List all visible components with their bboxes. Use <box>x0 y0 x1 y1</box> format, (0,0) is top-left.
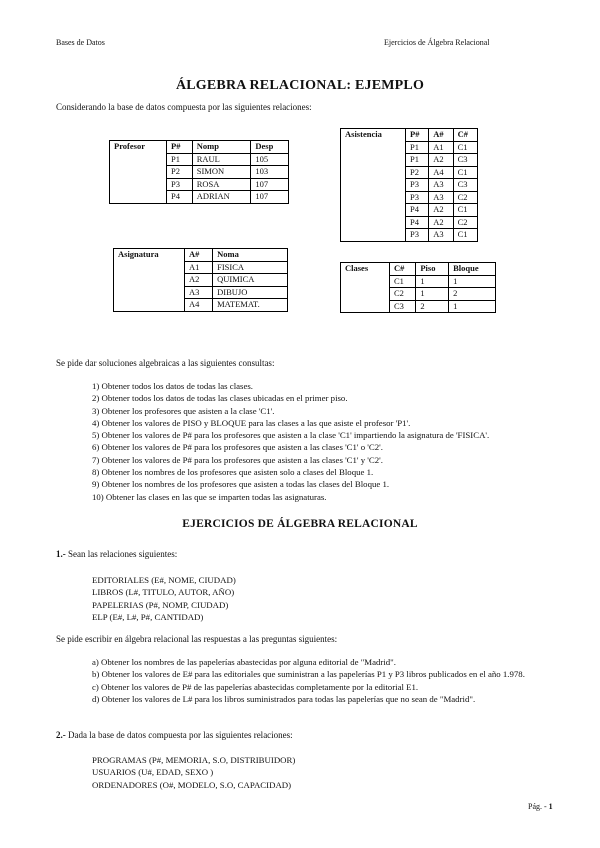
table-clases-name: Clases <box>341 263 390 313</box>
cell: C3 <box>453 179 477 192</box>
list-item: 8) Obtener los nombres de los profesores que asisten solo a clases del Bloque 1. <box>92 467 374 478</box>
col-header: Desp <box>251 141 289 154</box>
list-item: 6) Obtener los valores de P# para los profesores que asisten a las clases 'C1' o 'C2'. <box>92 442 383 453</box>
table-profesor <box>109 140 289 204</box>
exercise-1-intro <box>56 548 177 560</box>
list-item: 7) Obtener los valores de P# para los profesores que asisten a las clases 'C1' y 'C2'. <box>92 454 383 465</box>
exercise-2-relations <box>92 754 295 791</box>
cell: A4 <box>429 166 453 179</box>
col-header: Nomp <box>192 141 251 154</box>
cell: A1 <box>185 261 213 274</box>
cell: A2 <box>429 216 453 229</box>
question-item: d) Obtener los valores de L# para los libros suministrados para todas las papelerías que no sean de "Madrid". <box>92 693 476 704</box>
relation-item: EDITORIALES (E#, NOME, CIUDAD) <box>92 575 236 585</box>
cell: C1 <box>453 204 477 217</box>
exercise-2-number: 2.- <box>56 730 66 740</box>
cell: P3 <box>406 179 429 192</box>
question-item: a) Obtener los nombres de las papelerías abastecidas por alguna editorial de "Madrid". <box>92 657 396 667</box>
cell: A4 <box>185 299 213 312</box>
cell: QUIMICA <box>213 274 288 287</box>
table-asistencia-name: Asistencia <box>341 129 406 242</box>
list-item: 3) Obtener los profesores que asisten a la clase 'C1'. <box>92 405 275 416</box>
exercise-2-intro <box>56 729 293 741</box>
col-header: A# <box>185 249 213 262</box>
cell: P3 <box>406 229 429 242</box>
cell: C2 <box>390 288 416 301</box>
col-header: C# <box>390 263 416 276</box>
cell: P3 <box>406 191 429 204</box>
cell: A1 <box>429 141 453 154</box>
cell: A2 <box>429 154 453 167</box>
table-asistencia <box>340 128 478 242</box>
cell: P2 <box>406 166 429 179</box>
cell: 2 <box>449 288 496 301</box>
intro-text: Considerando la base de datos compuesta por las siguientes relaciones: <box>56 102 312 112</box>
exercise-1-relations <box>92 574 236 623</box>
cell: 1 <box>449 300 496 313</box>
list-item: 4) Obtener los valores de PISO y BLOQUE para las clases a las que asiste el profesor 'P1'. <box>92 417 411 428</box>
cell: A3 <box>185 286 213 299</box>
list-item: 5) Obtener los valores de P# para los profesores que asisten a la clase 'C1' impartiendo la asignatura de 'FISICA'. <box>92 430 490 441</box>
col-header: Piso <box>416 263 449 276</box>
relation-item: USUARIOS (U#, EDAD, SEXO ) <box>92 767 214 778</box>
cell: A2 <box>429 204 453 217</box>
exercise-1-intro-text: Sean las relaciones siguientes: <box>65 549 178 559</box>
relation-item: PAPELERIAS (P#, NOMP, CIUDAD) <box>92 599 229 610</box>
table-asignatura-name: Asignatura <box>114 249 185 312</box>
col-header: Noma <box>213 249 288 262</box>
queries-list <box>92 380 489 503</box>
cell: A3 <box>429 179 453 192</box>
cell: C1 <box>453 229 477 242</box>
cell: 105 <box>251 153 289 166</box>
list-item: 9) Obtener los nombres de los profesores que asisten a todas las clases del Bloque 1. <box>92 479 390 490</box>
exercise-1-number: 1.- <box>56 549 66 559</box>
cell: C2 <box>453 216 477 229</box>
section-title: EJERCICIOS DE ÁLGEBRA RELACIONAL <box>182 518 418 530</box>
cell: P4 <box>167 191 193 204</box>
cell: 107 <box>251 191 289 204</box>
cell: P4 <box>406 216 429 229</box>
page-title: ÁLGEBRA RELACIONAL: EJEMPLO <box>175 78 425 93</box>
list-item: 1) Obtener todos los datos de todas las clases. <box>92 381 253 391</box>
cell: 107 <box>251 178 289 191</box>
relation-item: ORDENADORES (O#, MODELO, S.O, CAPACIDAD) <box>92 779 292 790</box>
cell: 1 <box>416 275 449 288</box>
queries-intro: Se pide dar soluciones algebraicas a las siguientes consultas: <box>56 358 275 368</box>
cell: A3 <box>429 191 453 204</box>
cell: FISICA <box>213 261 288 274</box>
cell: C1 <box>453 141 477 154</box>
exercise-2-intro-text: Dada la base de datos compuesta por las siguientes relaciones: <box>65 730 293 740</box>
exercise-1-questions <box>92 656 544 705</box>
col-header: A# <box>429 129 453 142</box>
cell: P2 <box>167 166 193 179</box>
cell: 1 <box>416 288 449 301</box>
cell: C3 <box>390 300 416 313</box>
page-number: 1 <box>548 802 553 811</box>
exercise-1-ask: Se pide escribir en álgebra relacional las respuestas a las preguntas siguientes: <box>56 634 338 644</box>
relation-item: LIBROS (L#, TITULO, AUTOR, AÑO) <box>92 587 235 598</box>
cell: RAUL <box>192 153 251 166</box>
question-item: c) Obtener los valores de P# de las papelerías abastecidas completamente por la editorial E1. <box>92 681 419 692</box>
list-item: 2) Obtener todos los datos de todas las clases ubicadas en el primer piso. <box>92 393 348 404</box>
cell: 1 <box>449 275 496 288</box>
table-profesor-name: Profesor <box>110 141 167 204</box>
col-header: Bloque <box>449 263 496 276</box>
list-item: 10) Obtener las clases en las que se imparten todas las asignaturas. <box>92 491 327 502</box>
relation-item: ELP (E#, L#, P#, CANTIDAD) <box>92 611 204 622</box>
cell: A2 <box>185 274 213 287</box>
header-left: Bases de Datos <box>56 38 105 47</box>
cell: P1 <box>167 153 193 166</box>
cell: 2 <box>416 300 449 313</box>
col-header: C# <box>453 129 477 142</box>
cell: P1 <box>406 141 429 154</box>
page-label: Pág. - <box>528 802 549 811</box>
question-item: b) Obtener los valores de E# para las editoriales que suministran a las papelerías P1 y P3 libros publicados en el año 1.978. <box>92 669 525 680</box>
cell: ROSA <box>192 178 251 191</box>
cell: C1 <box>390 275 416 288</box>
relation-item: PROGRAMAS (P#, MEMORIA, S.O, DISTRIBUIDOR) <box>92 755 296 765</box>
cell: C2 <box>453 191 477 204</box>
cell: C1 <box>453 166 477 179</box>
header-right: Ejercicios de Álgebra Relacional <box>384 38 490 47</box>
cell: A3 <box>429 229 453 242</box>
cell: P4 <box>406 204 429 217</box>
cell: SIMON <box>192 166 251 179</box>
cell: P3 <box>167 178 193 191</box>
cell: DIBUJO <box>213 286 288 299</box>
cell: P1 <box>406 154 429 167</box>
table-clases <box>340 262 496 313</box>
cell: 103 <box>251 166 289 179</box>
cell: MATEMAT. <box>213 299 288 312</box>
cell: C3 <box>453 154 477 167</box>
page-footer <box>528 802 553 811</box>
cell: ADRIAN <box>192 191 251 204</box>
col-header: P# <box>406 129 429 142</box>
col-header: P# <box>167 141 193 154</box>
table-asignatura <box>113 248 288 312</box>
